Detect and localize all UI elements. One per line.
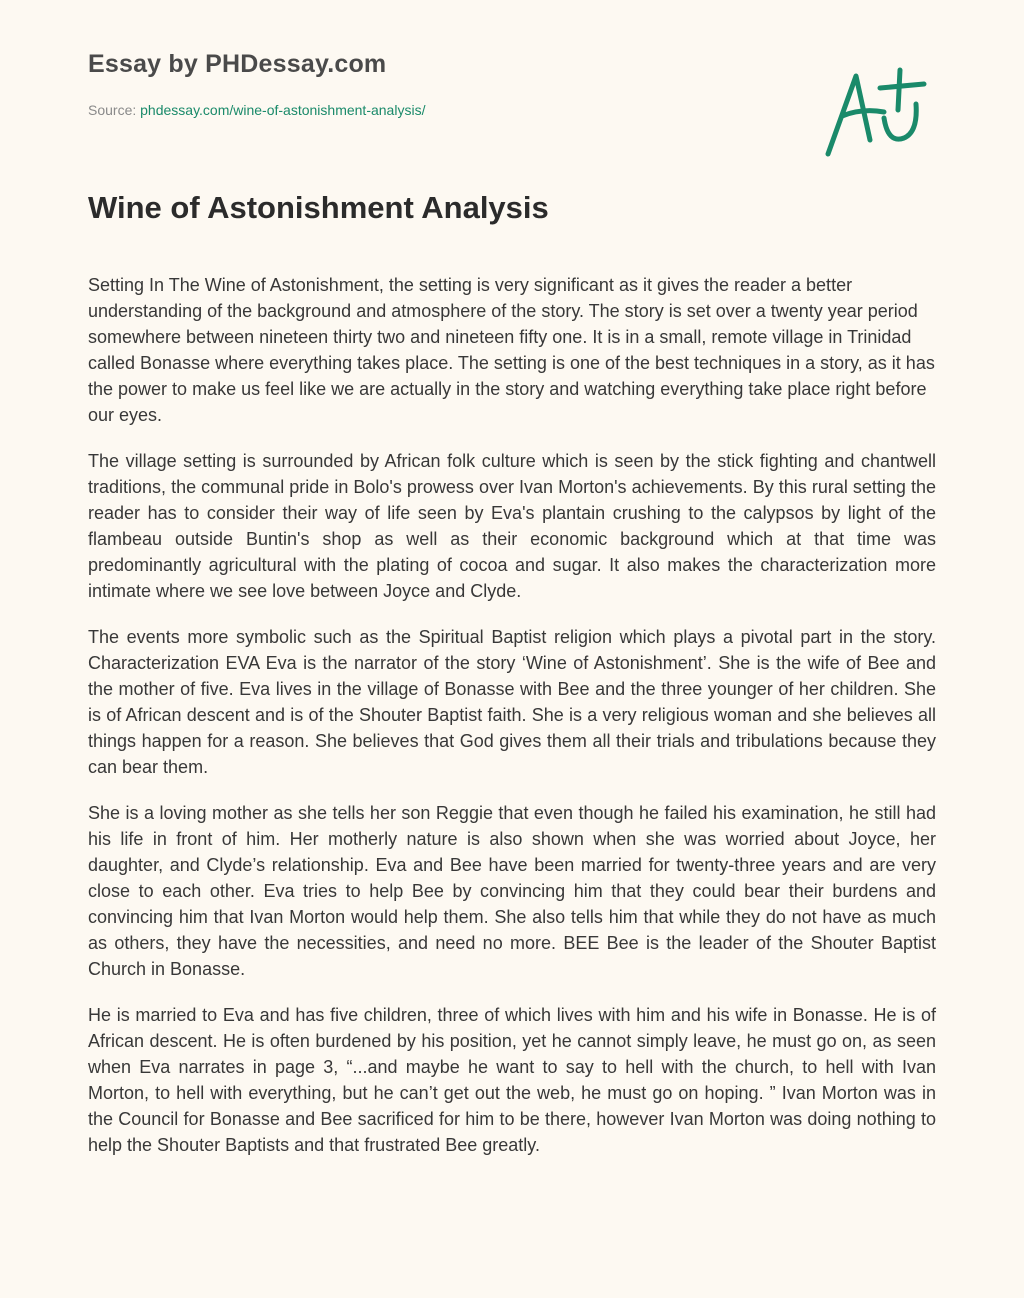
site-brand: Essay by PHDessay.com: [88, 50, 387, 78]
paragraph-4: She is a loving mother as she tells her son Reggie that even though he failed his examination, he still had his life in front of him. Her motherly nature is also shown when she was worried about Joyce, her daughter, and Clyde’s relationship. Eva and Bee have been married for twenty-three years and are very close to each other. Eva tries to help Bee by convincing him that they could bear their burdens and convincing him that Ivan Morton would help them. She also tells him that while they do not have as much as others, they have the necessities, and need no more. BEE Bee is the leader of the Shouter Baptist Church in Bonasse.: [88, 803, 936, 979]
article-body: [88, 272, 936, 1178]
paragraph-1: Setting In The Wine of Astonishment, the setting is very significant as it gives the reader a better understanding of the background and atmosphere of the story. The story is set over a twenty year period somewhere between nineteen thirty two and nineteen fifty one. It is in a small, remote village in Trinidad called Bonasse where everything takes place. The setting is one of the best techniques in a story, as it has the power to make us feel like we are actually in the story and watching everything take place right before our eyes.: [88, 275, 935, 425]
page-title: Wine of Astonishment Analysis: [88, 190, 549, 225]
source-line: [88, 102, 425, 118]
source-link[interactable]: phdessay.com/wine-of-astonishment-analysis/: [140, 102, 426, 118]
paragraph-3: The events more symbolic such as the Spiritual Baptist religion which plays a pivotal part in the story. Characterization EVA Eva is the narrator of the story ‘Wine of Astonishment’. She is the wife of Bee and the mother of five. Eva lives in the village of Bonasse with Bee and the three younger of her children. She is of African descent and is of the Shouter Baptist faith. She is a very religious woman and she believes all things happen for a reason. She believes that God gives them all their trials and tribulations because they can bear them.: [88, 627, 936, 777]
a-plus-logo-icon: [818, 62, 928, 162]
paragraph-2: The village setting is surrounded by African folk culture which is seen by the stick fighting and chantwell traditions, the communal pride in Bolo's prowess over Ivan Morton's achievements. By this rural setting the reader has to consider their way of life seen by Eva's plantain crushing to the calypsos by light of the flambeau outside Buntin's shop as well as their economic background which at that time was predominantly agricultural with the plating of cocoa and sugar. It also makes the characterization more intimate where we see love between Joyce and Clyde.: [88, 451, 936, 601]
paragraph-5: He is married to Eva and has five children, three of which lives with him and his wife in Bonasse. He is of African descent. He is often burdened by his position, yet he cannot simply leave, he must go on, as seen when Eva narrates in page 3, “...and maybe he want to say to hell with the church, to hell with Ivan Morton, to hell with everything, but he can’t get out the web, he must go on hoping. ” Ivan Morton was in the Council for Bonasse and Bee sacrificed for him to be there, however Ivan Morton was doing nothing to help the Shouter Baptists and that frustrated Bee greatly.: [88, 1005, 936, 1155]
source-label: Source:: [88, 102, 141, 118]
